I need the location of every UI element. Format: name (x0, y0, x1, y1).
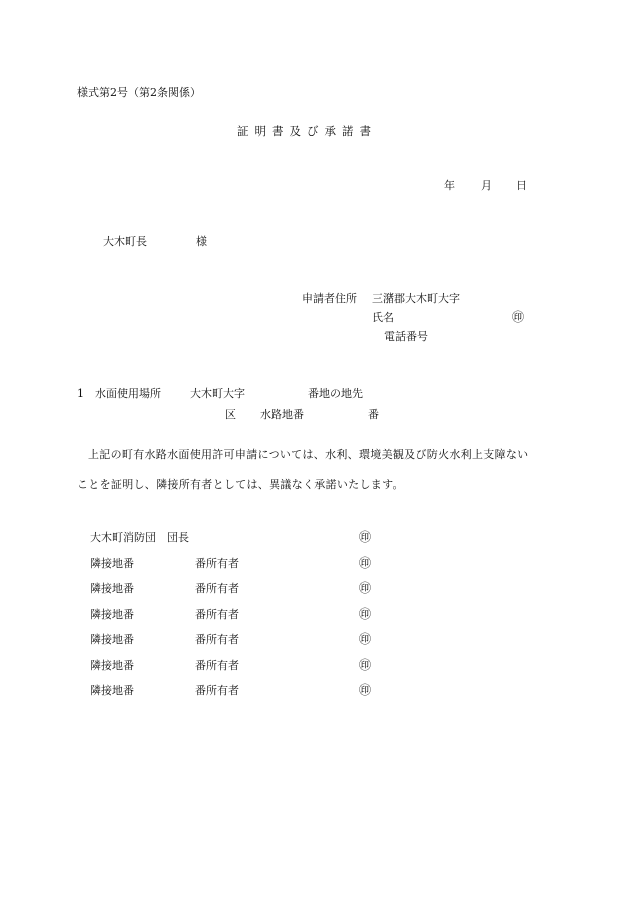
signatory-seal-mark: ㊞ (359, 658, 372, 672)
signatory-seal-mark: ㊞ (359, 683, 372, 697)
applicant-name-label: 氏名 (372, 311, 394, 324)
signatory-left: 隣接地番 (90, 633, 134, 646)
applicant-address-label: 申請者住所 (302, 292, 357, 305)
applicant-address-value: 三潴郡大木町大字 (372, 292, 460, 305)
signatory-left: 隣接地番 (90, 582, 134, 595)
date-month: 月 (481, 179, 492, 192)
signatory-seal-mark: ㊞ (359, 607, 372, 621)
addressee-name: 大木町長 (103, 235, 147, 248)
signatory-left: 隣接地番 (90, 608, 134, 621)
paragraph-line-1: 上記の町有水路水面使用許可申請については、水利、環境美観及び防火水利上支障ない (88, 448, 529, 461)
paragraph-line-2: ことを証明し、隣接所有者としては、異議なく承諾いたします。 (77, 478, 404, 491)
signatory-left: 隣接地番 (90, 557, 134, 570)
signatory-seal-mark: ㊞ (359, 556, 372, 570)
signatory-right: 番所有者 (195, 633, 239, 646)
signatory-left: 隣接地番 (90, 684, 134, 697)
signatory-left: 大木町消防団 団長 (90, 531, 189, 544)
signatory-left: 隣接地番 (90, 659, 134, 672)
date-year: 年 (444, 179, 455, 192)
location-town: 大木町大字 (190, 387, 245, 400)
signatory-seal-mark: ㊞ (359, 581, 372, 595)
signatory-right: 番所有者 (195, 608, 239, 621)
signatory-right: 番所有者 (195, 659, 239, 672)
date-day: 日 (516, 179, 527, 192)
signatory-right: 番所有者 (195, 582, 239, 595)
signatory-right: 番所有者 (195, 557, 239, 570)
location-waterway-label: 水路地番 (260, 408, 304, 421)
location-ban: 番 (368, 408, 379, 421)
certification-paragraph (77, 440, 557, 500)
document-title: 証明書及び承諾書 (237, 124, 377, 138)
signatory-seal-mark: ㊞ (359, 632, 372, 646)
signatory-right: 番所有者 (195, 684, 239, 697)
signatory-seal-mark: ㊞ (359, 530, 372, 544)
location-ward: 区 (225, 408, 236, 421)
location-label: 水面使用場所 (95, 387, 161, 400)
addressee-honorific: 様 (196, 235, 207, 248)
location-number: 1 (77, 387, 84, 400)
applicant-phone-label: 電話番号 (384, 330, 428, 343)
location-lot-suffix: 番地の地先 (308, 387, 363, 400)
applicant-seal-mark: ㊞ (512, 310, 525, 324)
form-number: 様式第2号（第2条関係） (77, 86, 201, 99)
